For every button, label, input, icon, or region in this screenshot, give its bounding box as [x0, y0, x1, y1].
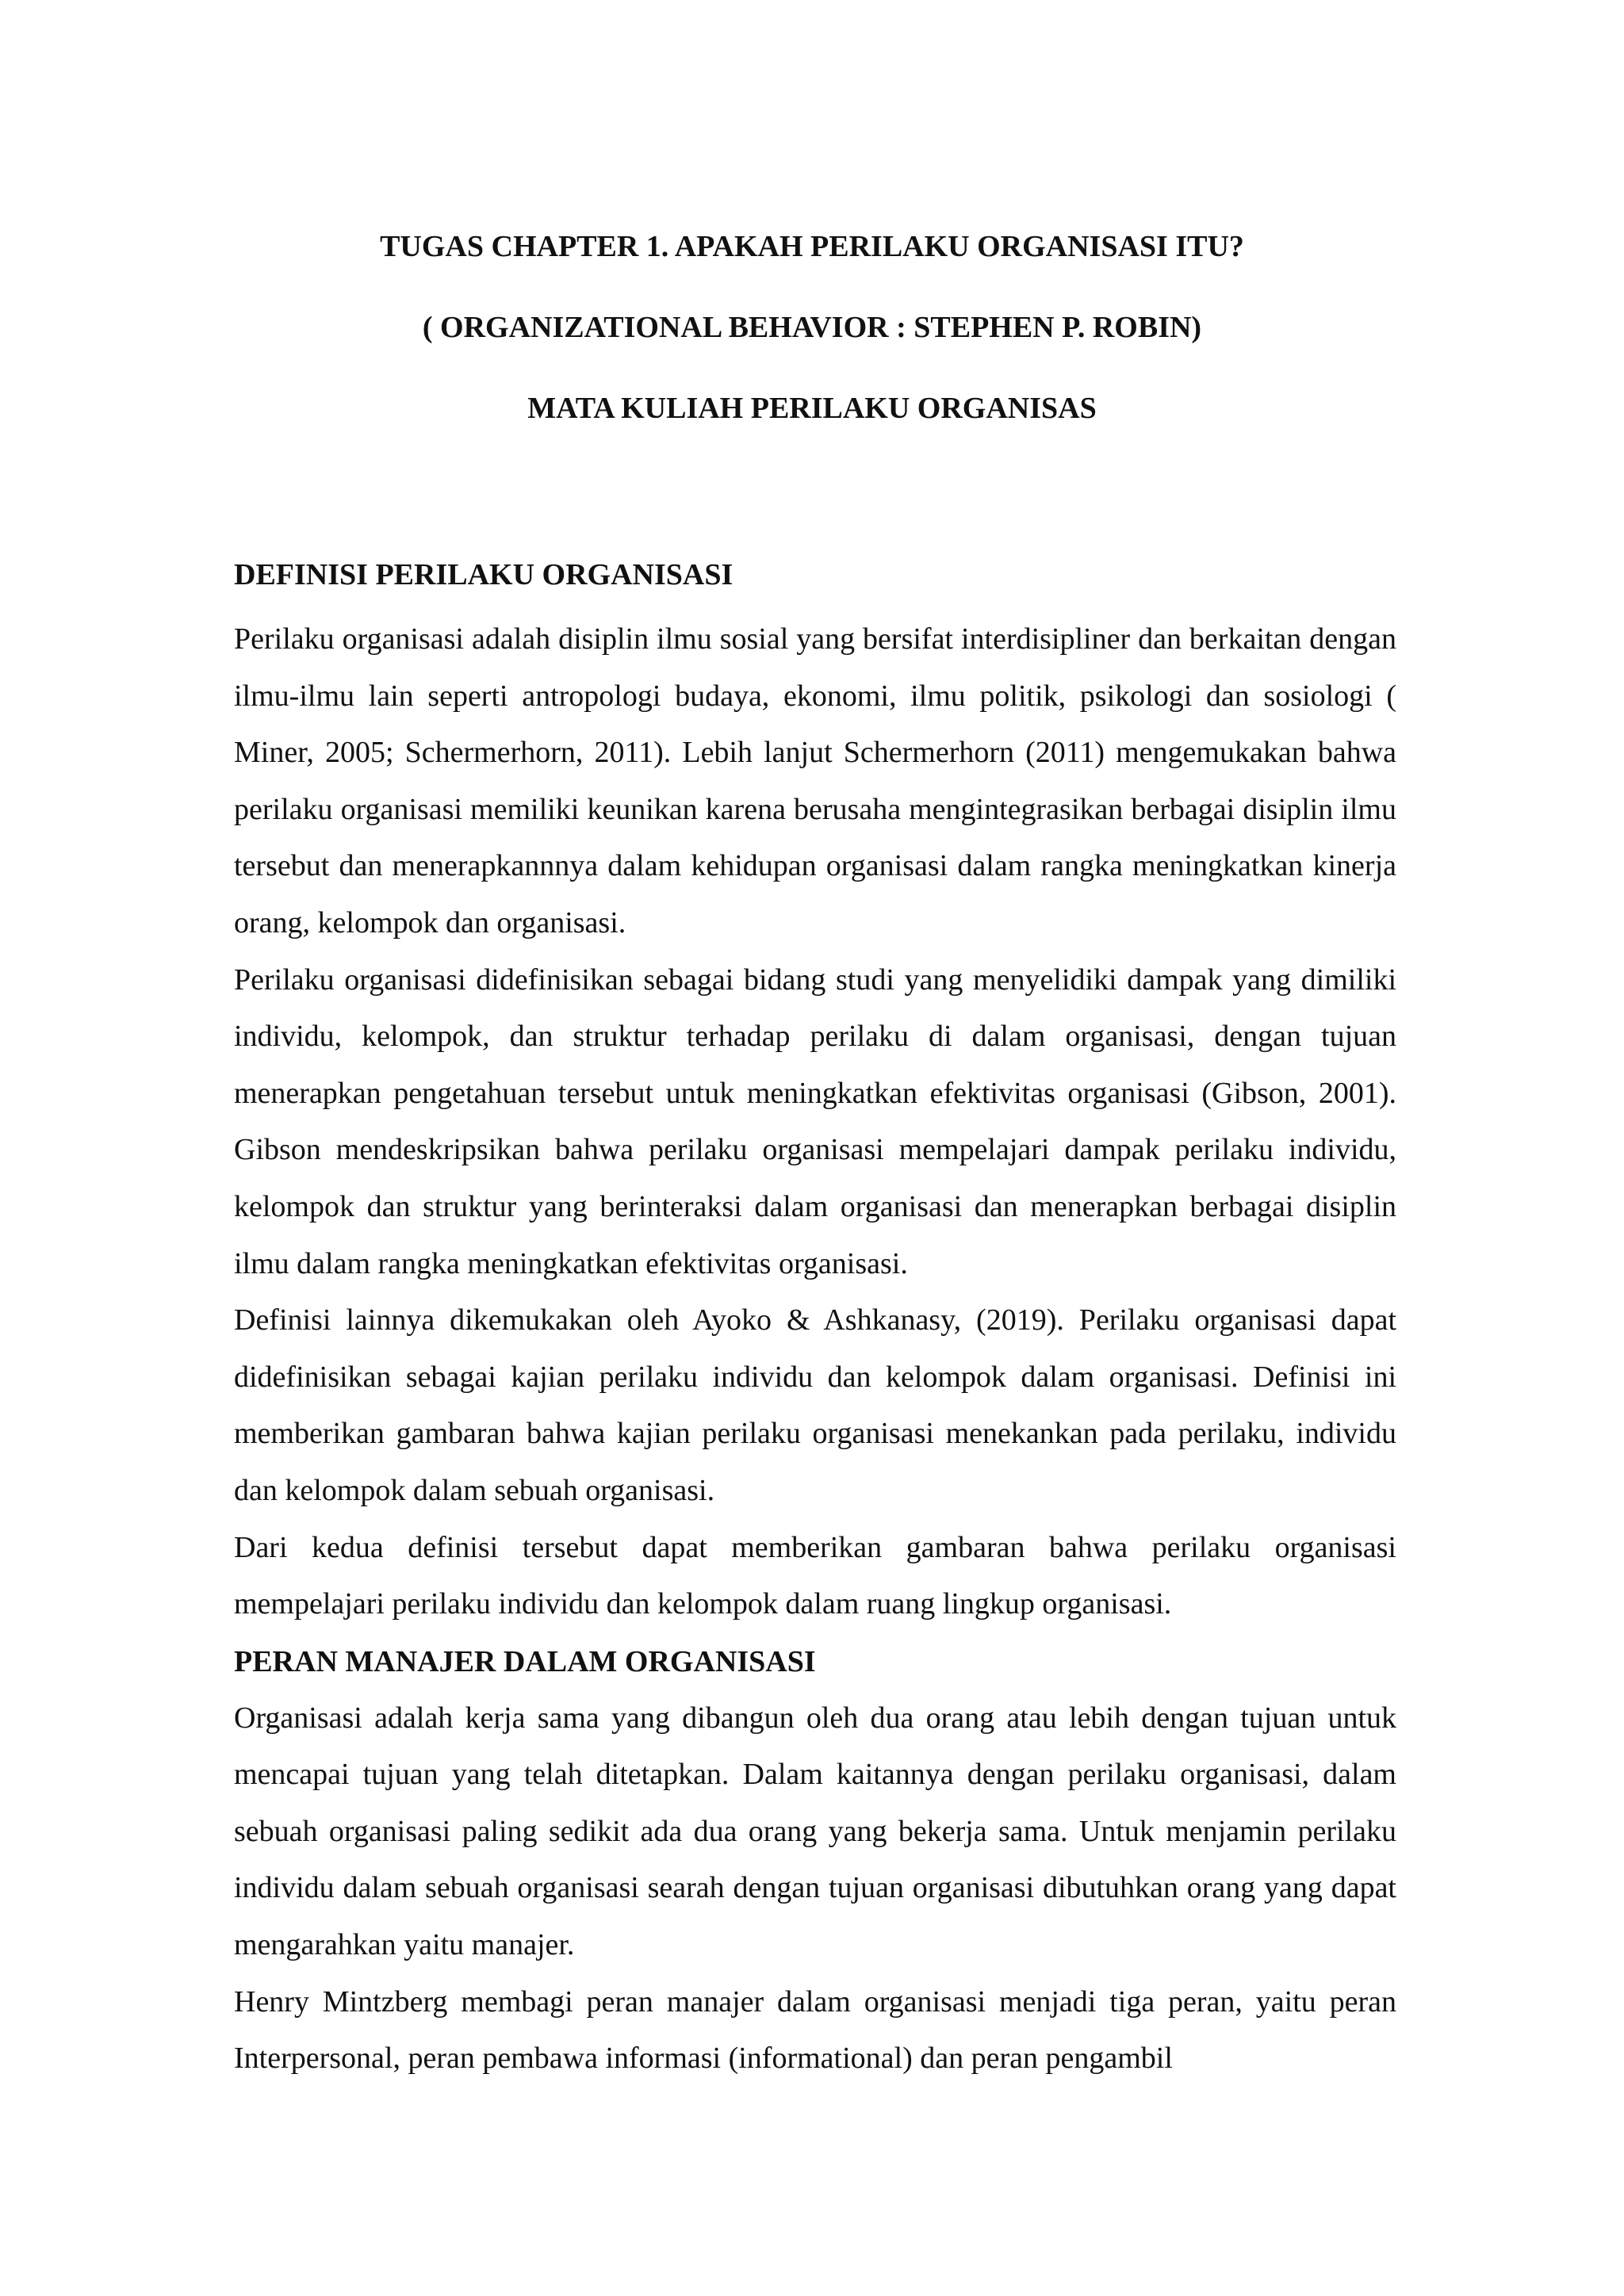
paragraph: Definisi lainnya dikemukakan oleh Ayoko & Ashkanasy, (2019). Perilaku organisasi dapat didefinisikan sebagai kajian perilaku individu dan kelompok dalam organisasi. Definisi ini memberikan gambaran bahwa kajian perilaku organisasi menekankan pada perilaku, individu dan kelompok dalam sebuah organisasi. — [234, 1303, 1396, 1507]
document-title: TUGAS CHAPTER 1. APAKAH PERILAKU ORGANISASI ITU? — [380, 230, 1244, 263]
paragraph: Perilaku organisasi didefinisikan sebagai bidang studi yang menyelidiki dampak yang dimiliki individu, kelompok, dan struktur terhadap perilaku di dalam organisasi, dengan tujuan menerapkan pengetahuan tersebut untuk meningkatkan efektivitas organisasi (Gibson, 2001). Gibson mendeskripsikan bahwa perilaku organisasi mempelajari dampak perilaku individu, kelompok dan struktur yang berinteraksi dalam organisasi dan menerapkan berbagai disiplin ilmu dalam rangka meningkatkan efektivitas organisasi. — [234, 962, 1396, 1280]
course-title: MATA KULIAH PERILAKU ORGANISAS — [527, 392, 1097, 425]
paragraph: Dari kedua definisi tersebut dapat memberikan gambaran bahwa perilaku organisasi mempelajari perilaku individu dan kelompok dalam ruang lingkup organisasi. — [234, 1530, 1396, 1621]
title-block — [0, 227, 1624, 469]
document-subtitle: ( ORGANIZATIONAL BEHAVIOR : STEPHEN P. ROBIN) — [422, 311, 1202, 344]
document-body — [234, 546, 1396, 2087]
section-heading-definisi: DEFINISI PERILAKU ORGANISASI — [234, 558, 733, 591]
paragraph: Perilaku organisasi adalah disiplin ilmu sosial yang bersifat interdisipliner dan berkaitan dengan ilmu-ilmu lain seperti antropologi budaya, ekonomi, ilmu politik, psikologi dan sosiologi ( Miner, 2005; Schermerhorn, 2011). Lebih lanjut Schermerhorn (2011) mengemukakan bahwa perilaku organisasi memiliki keunikan karena berusaha mengintegrasikan berbagai disiplin ilmu tersebut dan menerapkannnya dalam kehidupan organisasi dalam rangka meningkatkan kinerja orang, kelompok dan organisasi. — [234, 622, 1396, 939]
paragraph: Organisasi adalah kerja sama yang dibangun oleh dua orang atau lebih dengan tujuan untuk mencapai tujuan yang telah ditetapkan. Dalam kaitannya dengan perilaku organisasi, dalam sebuah organisasi paling sedikit ada dua orang yang bekerja sama. Untuk menjamin perilaku individu dalam sebuah organisasi searah dengan tujuan organisasi dibutuhkan orang yang dapat mengarahkan yaitu manajer. — [234, 1701, 1396, 1962]
section-heading-peran-manajer: PERAN MANAJER DALAM ORGANISASI — [234, 1644, 816, 1678]
paragraph: Henry Mintzberg membagi peran manajer dalam organisasi menjadi tiga peran, yaitu peran Interpersonal, peran pembawa informasi (informational) dan peran pengambil — [234, 1984, 1396, 2076]
